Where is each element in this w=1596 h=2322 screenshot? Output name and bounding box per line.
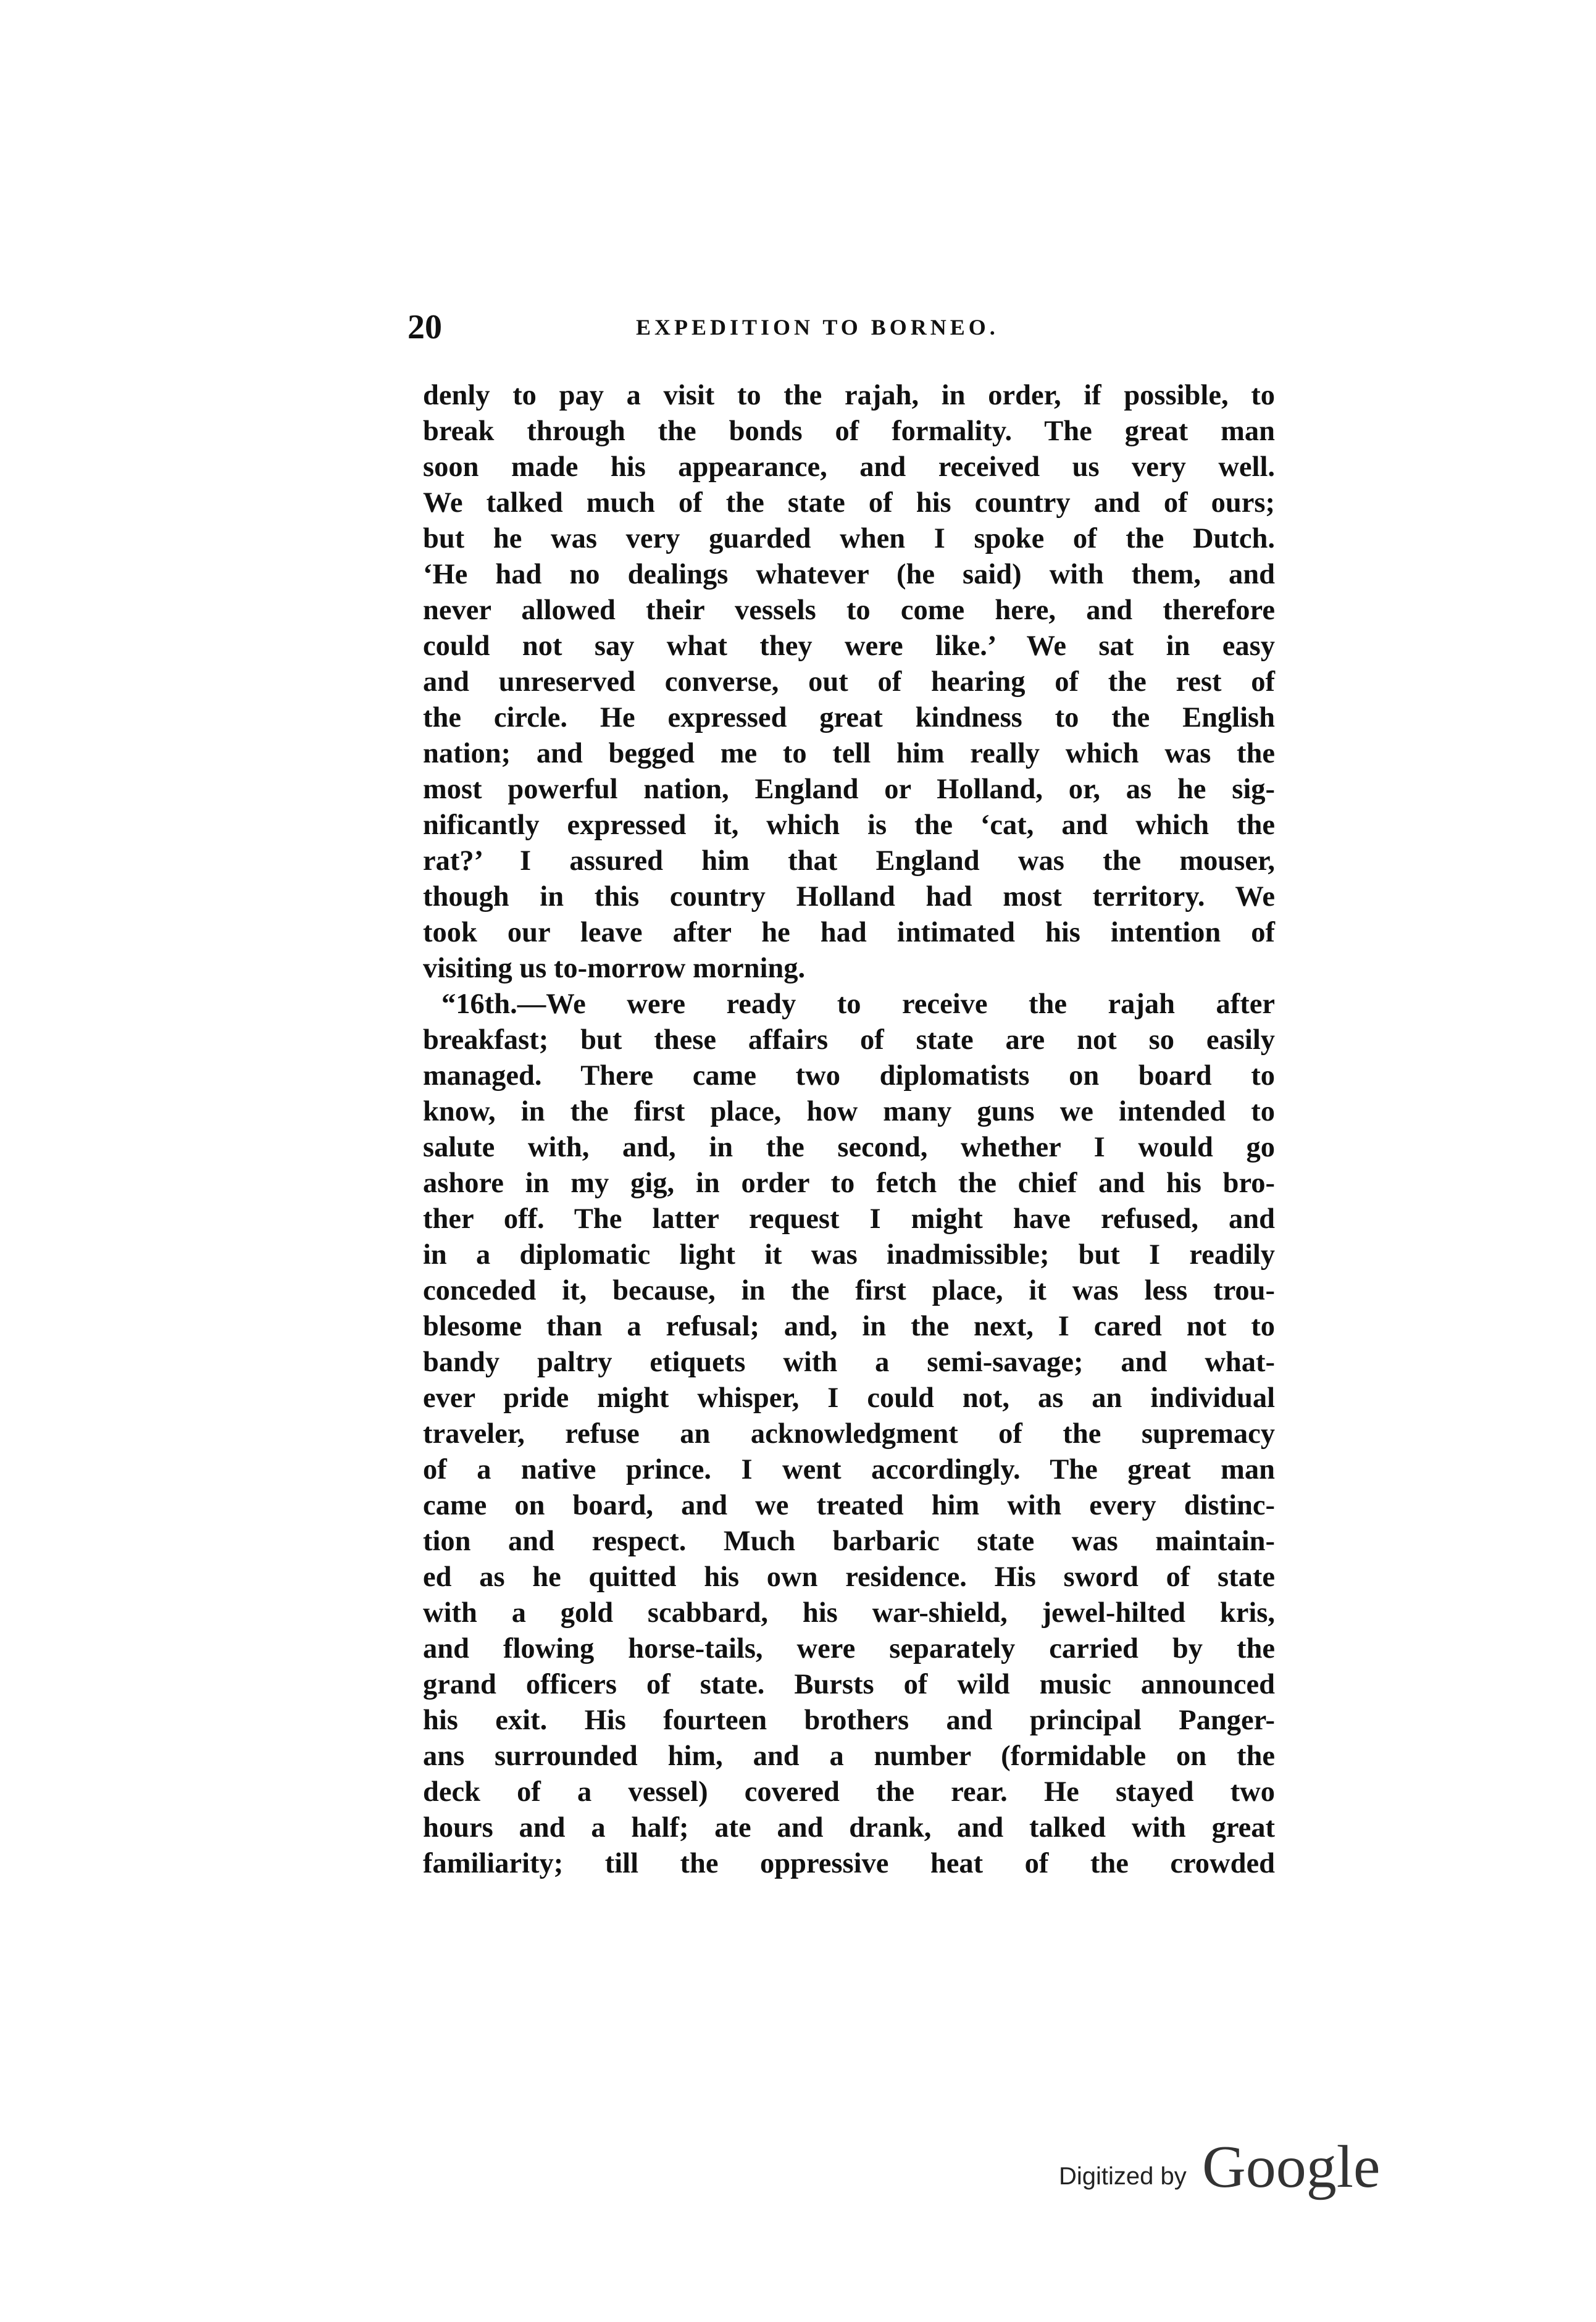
- text-line: but he was very guarded when I spoke of the Dutch.: [423, 523, 1275, 554]
- text-line: grand officers of state. Bursts of wild music announced: [423, 1669, 1275, 1700]
- text-line: We talked much of the state of his country and of ours;: [423, 487, 1275, 519]
- text-line: and unreserved converse, out of hearing of the rest of: [423, 666, 1275, 698]
- text-line: nificantly expressed it, which is the ‘cat, and which the: [423, 809, 1275, 841]
- text-line: ever pride might whisper, I could not, as an individual: [423, 1382, 1275, 1414]
- text-line: came on board, and we treated him with every distinc-: [423, 1490, 1275, 1521]
- text-line: soon made his appearance, and received us very well.: [423, 451, 1275, 483]
- running-title: EXPEDITION TO BORNEO.: [636, 315, 999, 340]
- text-line: familiarity; till the oppressive heat of the crowded: [423, 1848, 1275, 1879]
- text-line: ther off. The latter request I might have refused, and: [423, 1203, 1275, 1235]
- body-text: [423, 378, 1275, 1882]
- text-line: tion and respect. Much barbaric state was maintain-: [423, 1526, 1275, 1557]
- text-line: breakfast; but these affairs of state are not so easily: [423, 1024, 1275, 1056]
- text-line: know, in the first place, how many guns we intended to: [423, 1096, 1275, 1127]
- text-line: and flowing horse-tails, were separately carried by the: [423, 1633, 1275, 1664]
- text-line: traveler, refuse an acknowledgment of the supremacy: [423, 1418, 1275, 1450]
- text-line: salute with, and, in the second, whether I would go: [423, 1132, 1275, 1163]
- text-line: his exit. His fourteen brothers and principal Panger-: [423, 1705, 1275, 1736]
- text-line: deck of a vessel) covered the rear. He stayed two: [423, 1776, 1275, 1808]
- text-line: conceded it, because, in the first place, it was less trou-: [423, 1275, 1275, 1306]
- text-line: break through the bonds of formality. The great man: [423, 416, 1275, 447]
- text-line: of a native prince. I went accordingly. The great man: [423, 1454, 1275, 1485]
- page-number: 20: [407, 308, 442, 346]
- text-line: ‘He had no dealings whatever (he said) with them, and: [423, 559, 1275, 590]
- text-line: ans surrounded him, and a number (formidable on the: [423, 1740, 1275, 1772]
- digitized-by-google-watermark: [1059, 2133, 1405, 2201]
- text-line: blesome than a refusal; and, in the next, I cared not to: [423, 1311, 1275, 1342]
- text-line: rat?’ I assured him that England was the mouser,: [423, 845, 1275, 877]
- text-line: could not say what they were like.’ We sat in easy: [423, 630, 1275, 662]
- digitized-by-label: Digitized by: [1059, 2163, 1187, 2190]
- text-line: most powerful nation, England or Holland, or, as he sig-: [423, 774, 1275, 805]
- text-line: with a gold scabbard, his war-shield, jewel-hilted kris,: [423, 1597, 1275, 1629]
- text-line: in a diplomatic light it was inadmissible; but I readily: [423, 1239, 1275, 1271]
- text-line: hours and a half; ate and drank, and talked with great: [423, 1812, 1275, 1844]
- text-line: the circle. He expressed great kindness to the English: [423, 702, 1275, 733]
- text-line: denly to pay a visit to the rajah, in order, if possible, to: [423, 380, 1275, 411]
- text-line: bandy paltry etiquets with a semi-savage; and what-: [423, 1347, 1275, 1378]
- text-line: “16th.—We were ready to receive the rajah after: [441, 988, 1275, 1020]
- text-line: though in this country Holland had most territory. We: [423, 881, 1275, 913]
- text-line: managed. There came two diplomatists on board to: [423, 1060, 1275, 1092]
- page-header: [407, 309, 1275, 358]
- text-line: never allowed their vessels to come here, and therefore: [423, 595, 1275, 626]
- text-line: visiting us to-morrow morning.: [423, 953, 806, 984]
- google-logo: Google: [1202, 2134, 1381, 2200]
- text-line: took our leave after he had intimated his intention of: [423, 917, 1275, 948]
- text-line: ashore in my gig, in order to fetch the chief and his bro-: [423, 1167, 1275, 1199]
- text-line: ed as he quitted his own residence. His sword of state: [423, 1561, 1275, 1593]
- text-line: nation; and begged me to tell him really which was the: [423, 738, 1275, 769]
